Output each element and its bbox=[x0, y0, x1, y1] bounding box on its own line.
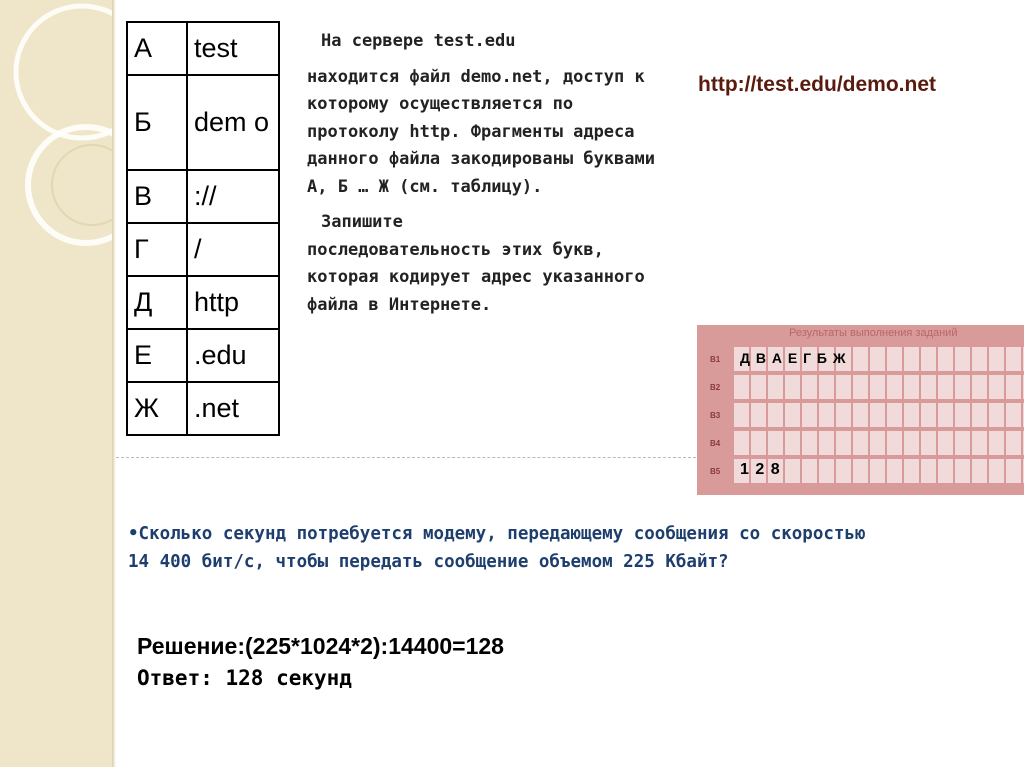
question-text: •Сколько секунд потребуется модему, передающему сообщения со скоростью 14 400 бит/с, чтобы передать сообщение объемом 225 Кбайт? bbox=[128, 524, 866, 572]
row-answer: 1 2 8 bbox=[740, 461, 781, 478]
form-row-b2 bbox=[702, 375, 1024, 403]
solution-line: Решение:(225*1024*2):14400=128 bbox=[137, 633, 504, 659]
table-fragment: :// bbox=[187, 170, 279, 223]
answer-cells bbox=[734, 375, 1024, 399]
table-letter: Г bbox=[127, 223, 187, 276]
answer-cells bbox=[734, 431, 1024, 455]
row-label: B4 bbox=[710, 439, 721, 448]
form-row-b3 bbox=[702, 403, 1024, 431]
table-fragment: .net bbox=[187, 382, 279, 435]
table-row bbox=[127, 170, 279, 223]
table-row bbox=[127, 329, 279, 382]
table-fragment: .edu bbox=[187, 329, 279, 382]
form-row-b4 bbox=[702, 431, 1024, 459]
task-paragraph-1: находится файл demo.net, доступ к которому осуществляется по протоколу http. Фрагменты адреса данного файла закодированы буквами А, Б … Ж (см. таблицу). bbox=[307, 66, 655, 197]
table-letter: Д bbox=[127, 276, 187, 329]
decorative-rings bbox=[0, 0, 112, 767]
answer-form bbox=[697, 325, 1024, 495]
form-row-b5 bbox=[702, 459, 1024, 487]
table-fragment: / bbox=[187, 223, 279, 276]
solution-block bbox=[137, 630, 504, 694]
divider bbox=[116, 457, 696, 458]
answer-url: http://test.edu/demo.net bbox=[698, 73, 936, 96]
row-label: B3 bbox=[710, 411, 721, 420]
table-letter: Ж bbox=[127, 382, 187, 435]
form-title: Результаты выполнения заданий bbox=[789, 327, 958, 339]
task-text bbox=[307, 28, 667, 319]
table-row bbox=[127, 382, 279, 435]
table-row bbox=[127, 22, 279, 75]
table-row bbox=[127, 276, 279, 329]
table-fragment: http bbox=[187, 276, 279, 329]
table-letter: В bbox=[127, 170, 187, 223]
solution-answer: Ответ: 128 секунд bbox=[137, 666, 352, 690]
form-row-b1 bbox=[702, 347, 1024, 375]
row-answer: Д В А Е Г Б Ж bbox=[740, 350, 847, 366]
page-edge bbox=[112, 0, 116, 767]
table-row bbox=[127, 223, 279, 276]
decorative-sidebar bbox=[0, 0, 113, 767]
answer-cells bbox=[734, 403, 1024, 427]
table-letter: Б bbox=[127, 75, 187, 170]
table-row bbox=[127, 75, 279, 170]
table-letter: А bbox=[127, 22, 187, 75]
code-table bbox=[126, 21, 280, 436]
row-label: B1 bbox=[710, 355, 721, 364]
row-label: B2 bbox=[710, 383, 721, 392]
table-fragment: test bbox=[187, 22, 279, 75]
task-line-1: На сервере test.edu bbox=[321, 31, 516, 51]
task-paragraph-2: последовательность этих букв, которая кодирует адрес указанного файла в Интернете. bbox=[307, 239, 645, 315]
table-letter: Е bbox=[127, 329, 187, 382]
task-line-2: Запишите bbox=[321, 212, 403, 232]
table-fragment: dem o bbox=[187, 75, 279, 170]
row-label: B5 bbox=[710, 467, 721, 476]
